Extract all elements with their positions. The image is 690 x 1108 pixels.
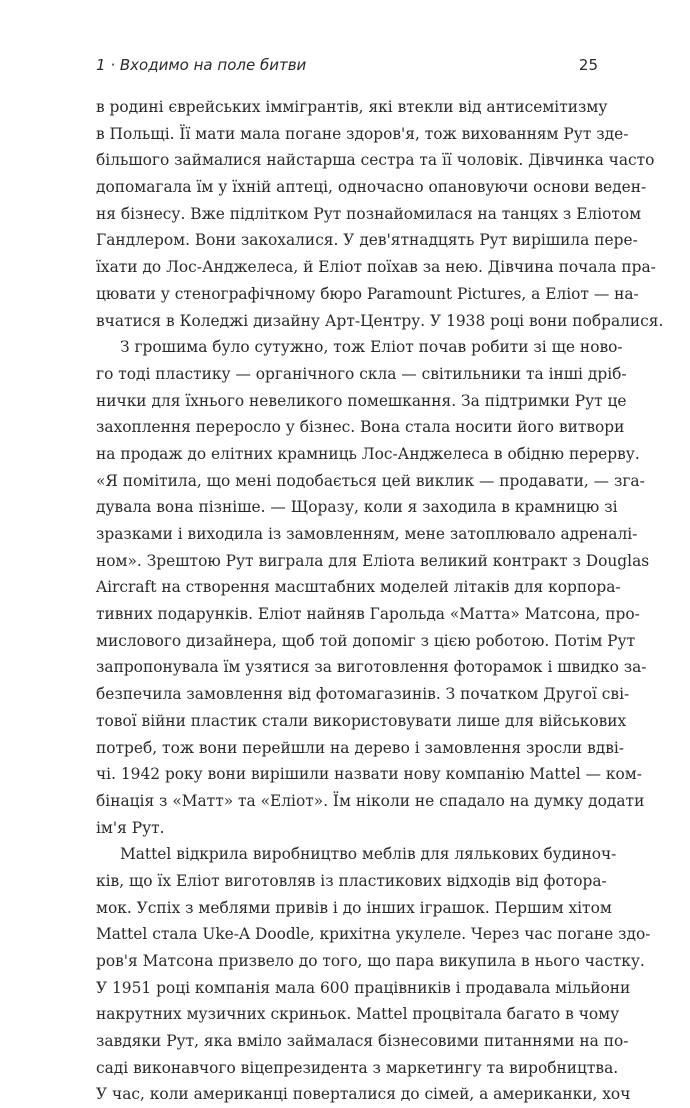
text-line: в Польщі. Її мати мала погане здоров'я, тож вихованням Рут зде-	[96, 124, 629, 143]
text-line: нички для їхнього невеликого помешкання. За підтримки Рут це	[96, 391, 627, 410]
text-line: мок. Успіх з меблями привів і до інших іграшок. Першим хітом	[96, 898, 612, 917]
text-line: У 1951 році компанія мала 600 працівників і продавала мільйони	[96, 978, 631, 997]
text-line: вчатися в Коледжі дизайну Арт-Центру. У 1938 році вони побралися.	[96, 311, 664, 330]
text-line: накрутних музичних скриньок. Mattel процвітала багато в чому	[96, 1005, 620, 1024]
chapter-number: 1	[96, 56, 106, 74]
text-line: зразками і виходила із замовленням, мене затоплювало адреналі-	[96, 525, 638, 543]
text-line: їхати до Лос-Анджелеса, й Еліот поїхав за нею. Дівчина почала пра-	[96, 258, 656, 277]
chapter-heading	[96, 56, 306, 74]
text-line: го тоді пластику — органічного скла — світильники та інші дріб-	[96, 364, 627, 383]
text-line: в родині єврейських іммігрантів, які втекли від антисемітизму	[96, 98, 608, 116]
text-line: ров'я Матсона призвело до того, що пара викупила в нього частку.	[96, 952, 645, 970]
text-line: чі. 1942 року вони вирішили назвати нову компанію Mattel — ком-	[96, 765, 642, 784]
text-line: Mattel відкрила виробництво меблів для лялькових будиноч-	[120, 845, 617, 864]
text-line: дувала вона пізніше. — Щоразу, коли я заходила в крамницю зі	[96, 498, 618, 517]
text-line: ків, що їх Еліот виготовляв із пластикових відходів від фоторa-	[96, 871, 607, 890]
text-line: потреб, тож вони перейшли на дерево і замовлення зросли вдві-	[96, 738, 625, 757]
text-line: мислового дизайнера, щоб той допоміг з цією роботою. Потім Рут	[96, 631, 636, 650]
separator-dot: ·	[110, 56, 116, 74]
chapter-title: Входимо на поле битви	[119, 56, 307, 74]
text-line: саді виконавчого віцепрезидента з маркетингу та виробництва.	[96, 1058, 619, 1077]
text-line: цювати у стенографічному бюро Paramount Pictures, а Еліот — на-	[96, 284, 639, 303]
text-line: запропонувала їм узятися за виготовлення фоторамок і швидко за-	[96, 658, 647, 677]
text-line: Гандлером. Вони закохалися. У дев'ятнадцять Рут вирішила пере-	[96, 231, 638, 250]
text-line: ім'я Рут.	[96, 818, 165, 837]
text-line: більшого займалися найстарша сестра та її чоловік. Дівчинка часто	[96, 151, 655, 170]
text-line: У час, коли американці поверталися до сімей, а американки, хоч	[96, 1085, 631, 1104]
text-line: «Я помітила, що мені подобається цей виклик — продавати, — зга-	[96, 471, 645, 490]
running-head	[96, 56, 598, 80]
text-line: ня бізнесу. Вже підлітком Рут познайомилася на танцях з Еліотом	[96, 204, 642, 223]
text-line: З грошима було сутужно, тож Еліот почав робити зі ще ново-	[120, 338, 623, 357]
text-line: Aircraft на створення масштабних моделей літаків для корпора-	[96, 578, 621, 597]
text-line: бінація з «Матт» та «Еліот». Їм ніколи не спадало на думку додати	[96, 791, 645, 810]
text-line: ном». Зрештою Рут виграла для Еліота великий контракт з Douglas	[96, 551, 650, 570]
text-line: тивних подарунків. Еліот найняв Гарольда «Матта» Матсона, про-	[96, 605, 640, 624]
text-line: допомагала їм у їхній аптеці, одночасно опановуючи основи веден-	[96, 178, 647, 197]
text-line: безпечила замовлення від фотомагазинів. З початком Другої сві-	[96, 685, 630, 704]
text-line: Mattel стала Uke-A Doodle, крихітна укулеле. Через час погане здо-	[96, 925, 651, 944]
body-text	[96, 94, 664, 1108]
text-line: на продаж до елітних крамниць Лос-Анджелеса в обідню перерву.	[96, 444, 640, 463]
page-number: 25	[578, 56, 598, 74]
text-line: захоплення переросло у бізнес. Вона стала носити його витвори	[96, 418, 625, 437]
text-line: тової війни пластик стали використовувати лише для військових	[96, 711, 627, 730]
text-line: завдяки Рут, яка вміло займалася бізнесовими питаннями на по-	[96, 1032, 629, 1051]
